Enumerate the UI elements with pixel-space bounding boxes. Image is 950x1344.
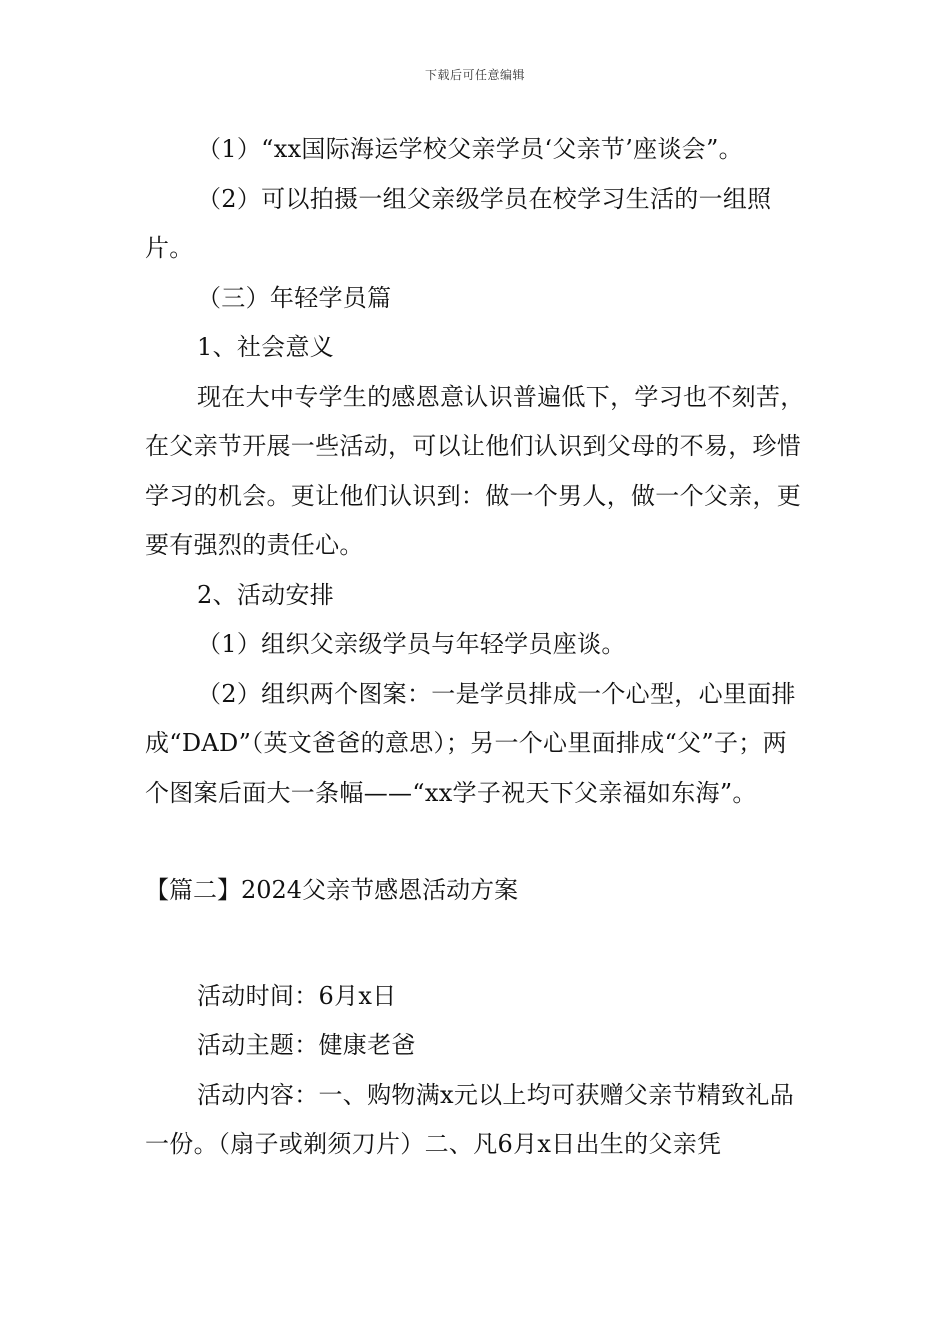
sub-heading: （三）年轻学员篇 (197, 283, 392, 312)
paragraph: 活动时间：6月x日 (197, 981, 397, 1010)
paragraph: 现在大中专学生的感恩意认识普遍低下，学习也不刻苦，在父亲节开展一些活动，可以让他们认识到父母的不易，珍惜学习的机会。更让他们认识到：做一个男人，做一个父亲，更要有强烈的责任心。 (145, 382, 805, 559)
sub-heading: 1、社会意义 (197, 333, 335, 361)
paragraph: （2）可以拍摄一组父亲级学员在校学习生活的一组照片。 (145, 184, 772, 262)
paragraph: 活动主题：健康老爸 (197, 1031, 416, 1059)
page-header: 下载后可任意编辑 (424, 68, 525, 82)
spacer (145, 916, 810, 972)
spacer (145, 818, 810, 866)
document-body (145, 125, 810, 1170)
paragraph: （2）组织两个图案：一是学员排成一个心型，心里面排成“DAD”（英文爸爸的意思）；另一个心里面排成“父”子；两个图案后面大一条幅——“xx学子祝天下父亲福如东海”。 (145, 679, 796, 807)
section-title: 【篇二】2024父亲节感恩活动方案 (145, 876, 519, 904)
sub-heading: 2、活动安排 (197, 580, 335, 609)
paragraph: （1）组织父亲级学员与年轻学员座谈。 (197, 630, 626, 658)
paragraph: 活动内容：一、购物满x元以上均可获赠父亲节精致礼品一份。（扇子或剃须刀片）二、凡6月x日出生的父亲凭 (145, 1080, 795, 1158)
paragraph: （1）“xx国际海运学校父亲学员‘父亲节’座谈会”。 (197, 135, 743, 163)
